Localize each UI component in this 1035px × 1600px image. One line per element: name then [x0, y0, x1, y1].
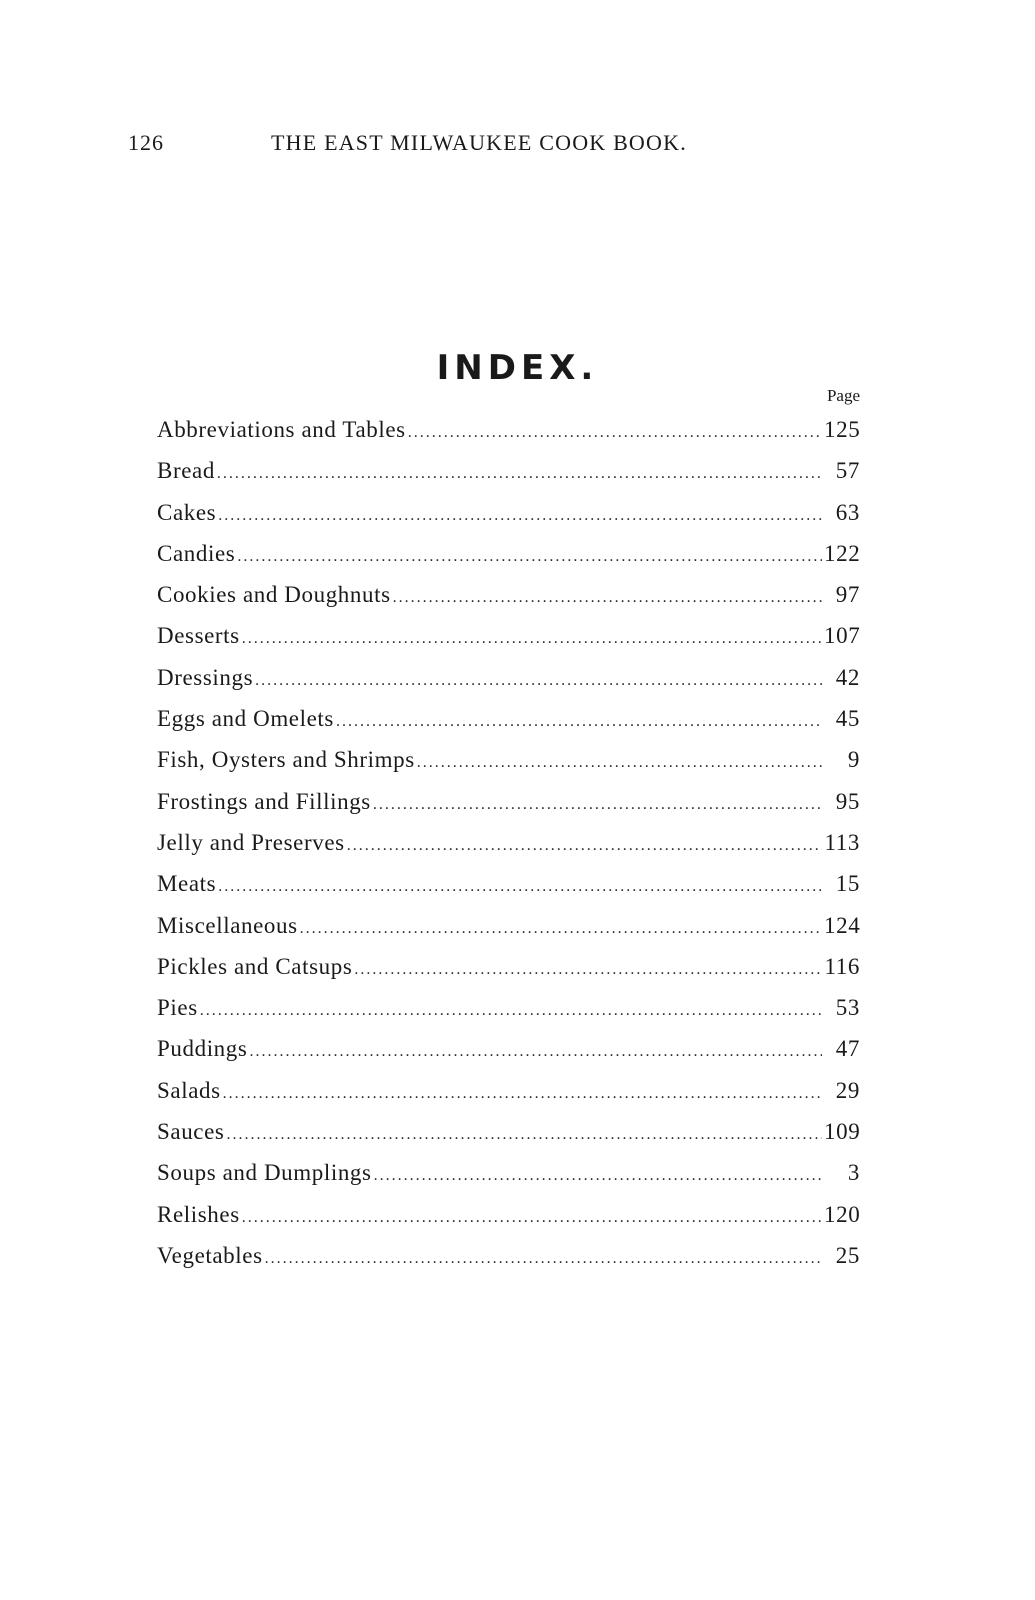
- index-entry: [157, 657, 860, 698]
- book-title: THE EAST MILWAUKEE COOK BOOK.: [271, 130, 687, 155]
- entry-page-number: 42: [835, 664, 860, 690]
- index-entry: [157, 1152, 860, 1193]
- entry-label: Meats: [157, 871, 217, 897]
- dot-leader: [218, 866, 822, 907]
- dot-leader: [300, 908, 822, 949]
- index-entry: [157, 574, 860, 615]
- entry-label: Abbreviations and Tables: [157, 417, 406, 442]
- index-entry: [157, 1111, 860, 1152]
- entry-page-number: 63: [835, 499, 860, 525]
- dot-leader: [347, 825, 822, 866]
- page-column-label: Page: [826, 386, 860, 405]
- index-entry: [157, 905, 860, 946]
- entry-page-number: 29: [835, 1077, 860, 1103]
- entry-label: Soups and Dumplings: [157, 1160, 372, 1186]
- index-list: [157, 409, 860, 1276]
- entry-page-number: 45: [835, 706, 860, 732]
- index-entry: [157, 615, 860, 656]
- entry-page-number: 109: [824, 1119, 861, 1145]
- dot-leader: [408, 412, 822, 453]
- entry-page-number: 113: [824, 829, 860, 855]
- entry-label: Candies: [157, 540, 236, 566]
- dot-leader: [255, 660, 822, 701]
- index-entry: [157, 698, 860, 739]
- entry-label: Cookies and Doughnuts: [157, 582, 391, 608]
- entry-page-number: 3: [847, 1160, 860, 1186]
- dot-leader: [226, 1114, 822, 1155]
- entry-label: Relishes: [157, 1201, 240, 1227]
- dot-leader: [265, 1238, 822, 1279]
- entry-page-number: 125: [824, 417, 861, 442]
- entry-label: Miscellaneous: [157, 912, 298, 938]
- index-entry: [157, 1194, 860, 1235]
- index-entry: [157, 863, 860, 904]
- entry-label: Desserts: [157, 623, 240, 649]
- dot-leader: [242, 618, 822, 659]
- entry-page-number: 124: [824, 912, 861, 938]
- entry-label: Vegetables: [157, 1242, 263, 1268]
- entry-label: Pickles and Catsups: [157, 953, 353, 979]
- index-entry: [157, 822, 860, 863]
- dot-leader: [218, 495, 822, 536]
- dot-leader: [336, 701, 822, 742]
- index-entry: [157, 409, 860, 450]
- entry-page-number: 57: [835, 458, 860, 484]
- entry-label: Bread: [157, 458, 215, 484]
- entry-page-number: 120: [824, 1201, 861, 1227]
- index-title: INDEX.: [436, 348, 599, 388]
- entry-label: Cakes: [157, 499, 217, 525]
- entry-page-number: 97: [835, 582, 860, 608]
- dot-leader: [242, 1197, 822, 1238]
- dot-leader: [217, 453, 822, 494]
- index-entry: [157, 533, 860, 574]
- running-head: [128, 130, 768, 164]
- dot-leader: [417, 742, 822, 783]
- entry-label: Fish, Oysters and Shrimps: [157, 747, 415, 773]
- index-entry: [157, 739, 860, 780]
- index-entry: [157, 987, 860, 1028]
- entry-page-number: 122: [824, 540, 861, 566]
- entry-label: Salads: [157, 1077, 221, 1103]
- index-entry: [157, 450, 860, 491]
- entry-label: Sauces: [157, 1119, 225, 1145]
- entry-label: Frostings and Fillings: [157, 788, 371, 814]
- dot-leader: [200, 990, 822, 1031]
- entry-page-number: 47: [835, 1036, 860, 1062]
- index-entry: [157, 1070, 860, 1111]
- entry-page-number: 25: [835, 1242, 860, 1268]
- entry-page-number: 95: [835, 788, 860, 814]
- dot-leader: [223, 1073, 822, 1114]
- dot-leader: [374, 1155, 822, 1196]
- page-number: 126: [128, 130, 164, 155]
- entry-label: Eggs and Omelets: [157, 706, 334, 732]
- index-entry: [157, 1028, 860, 1069]
- entry-label: Dressings: [157, 664, 254, 690]
- index-entry: [157, 781, 860, 822]
- dot-leader: [373, 784, 822, 825]
- dot-leader: [249, 1031, 822, 1072]
- entry-label: Puddings: [157, 1036, 248, 1062]
- entry-page-number: 53: [835, 995, 860, 1021]
- index-entry: [157, 946, 860, 987]
- index-entry: [157, 1235, 860, 1276]
- entry-label: Jelly and Preserves: [157, 829, 345, 855]
- entry-page-number: 107: [824, 623, 861, 649]
- entry-label: Pies: [157, 995, 198, 1021]
- dot-leader: [393, 577, 822, 618]
- entry-page-number: 15: [835, 871, 860, 897]
- entry-page-number: 116: [824, 953, 860, 979]
- index-entry: [157, 492, 860, 533]
- dot-leader: [354, 949, 822, 990]
- dot-leader: [237, 536, 822, 577]
- entry-page-number: 9: [847, 747, 860, 773]
